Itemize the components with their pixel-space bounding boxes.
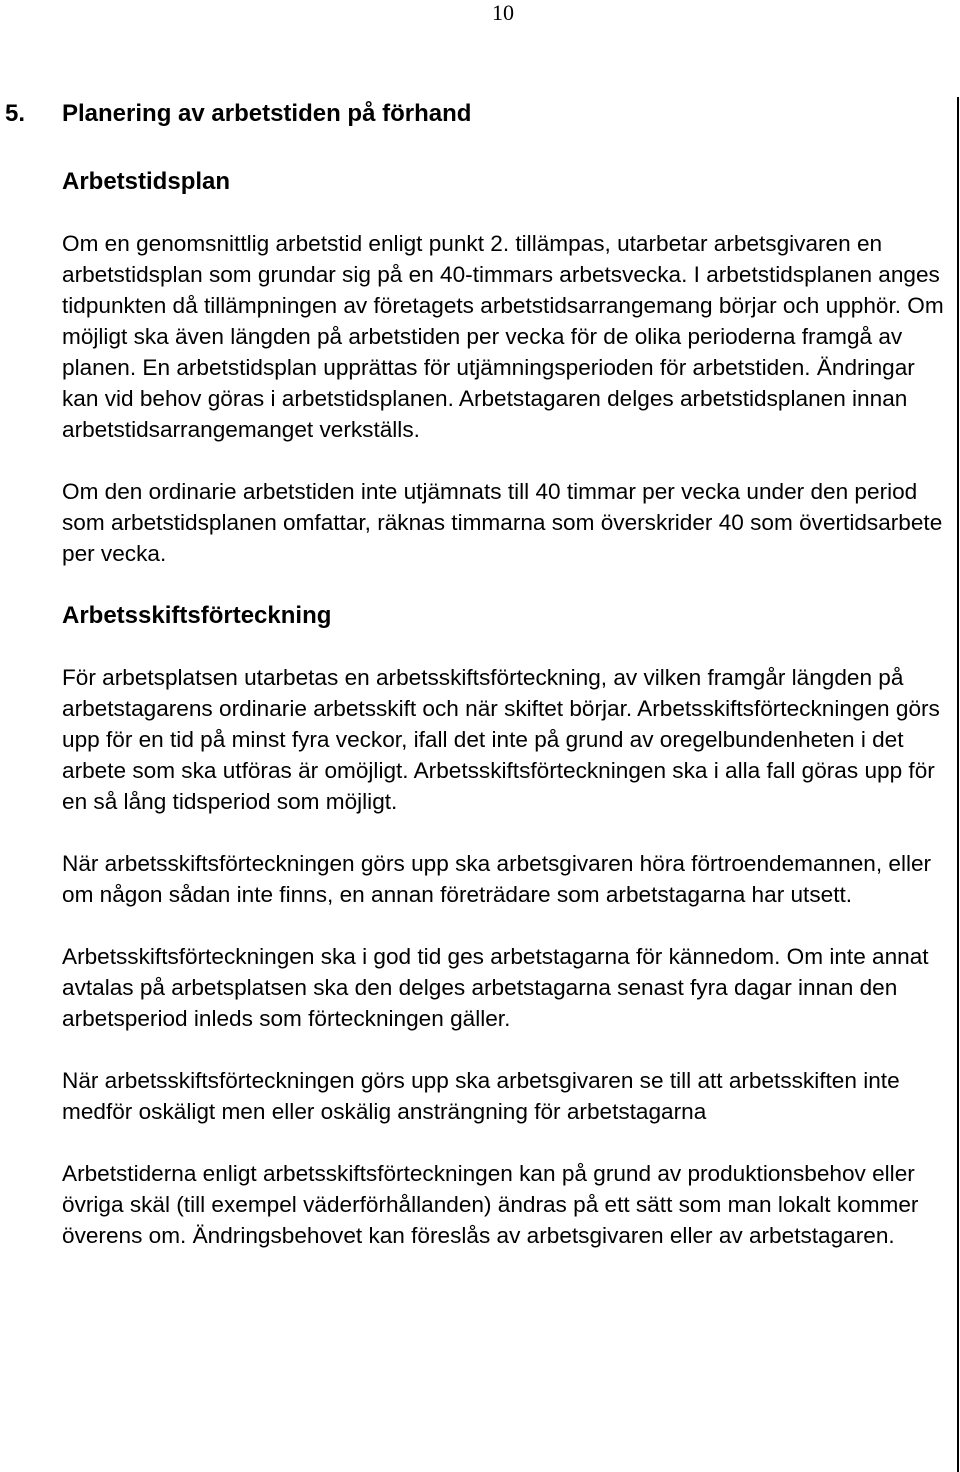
section-number: 5. <box>5 100 26 127</box>
page-number: 10 <box>492 0 514 25</box>
section-title: Planering av arbetstiden på förhand <box>62 100 472 127</box>
right-margin-rule <box>957 97 959 1472</box>
paragraph: När arbetsskiftsförteckningen görs upp ska arbetsgivaren höra förtroendemannen, eller om någon sådan inte finns, en annan företrädare som arbetstagarna har utsett. <box>62 851 932 907</box>
paragraph: Om en genomsnittlig arbetstid enligt punkt 2. tillämpas, utarbetar arbetsgivaren en arbetstidsplan som grundar sig på en 40-timmars arbetsvecka. I arbetstidsplanen anges tidpunkten då tillämpningen av företagets arbetstidsarrangemang börjar och upphör. Om möjligt ska även längden på arbetstiden per vecka för de olika perioderna framgå av planen. En arbetstidsplan upprättas för utjämningsperioden för arbetstiden. Ändringar kan vid behov göras i arbetstidsplanen. Arbetstagaren delges arbetstidsplanen innan arbetstidsarrangemanget verkställs. <box>62 231 944 442</box>
subheading-arbetstidsplan: Arbetstidsplan <box>62 168 231 195</box>
document-body <box>62 166 950 1282</box>
paragraph: Om den ordinarie arbetstiden inte utjämnats till 40 timmar per vecka under den period som arbetstidsplanen omfattar, räknas timmarna som överskrider 40 som övertidsarbete per vecka. <box>62 479 943 566</box>
paragraph: När arbetsskiftsförteckningen görs upp ska arbetsgivaren se till att arbetsskiften inte medför oskäligt men eller oskälig ansträngning för arbetstagarna <box>62 1068 900 1124</box>
paragraph: Arbetsskiftsförteckningen ska i god tid ges arbetstagarna för kännedom. Om inte annat avtalas på arbetsplatsen ska den delges arbetstagarna senast fyra dagar innan den arbetsperiod inleds som förteckningen gäller. <box>62 944 929 1031</box>
subheading-arbetsskiftsforteckning: Arbetsskiftsförteckning <box>62 602 332 629</box>
paragraph: Arbetstiderna enligt arbetsskiftsförteckningen kan på grund av produktionsbehov eller övriga skäl (till exempel väderförhållanden) ändras på ett sätt som man lokalt kommer överens om. Ändringsbehovet kan föreslås av arbetsgivaren eller av arbetstagaren. <box>62 1161 919 1248</box>
paragraph: För arbetsplatsen utarbetas en arbetsskiftsförteckning, av vilken framgår längden på arbetstagarens ordinarie arbetsskift och när skiftet börjar. Arbetsskiftsförteckningen görs upp för en tid på minst fyra veckor, ifall det inte på grund av oregelbundenheten i det arbete som ska utföras är omöjligt. Arbetsskiftsförteckningen ska i alla fall göras upp för en så lång tidsperiod som möjligt. <box>62 665 940 814</box>
